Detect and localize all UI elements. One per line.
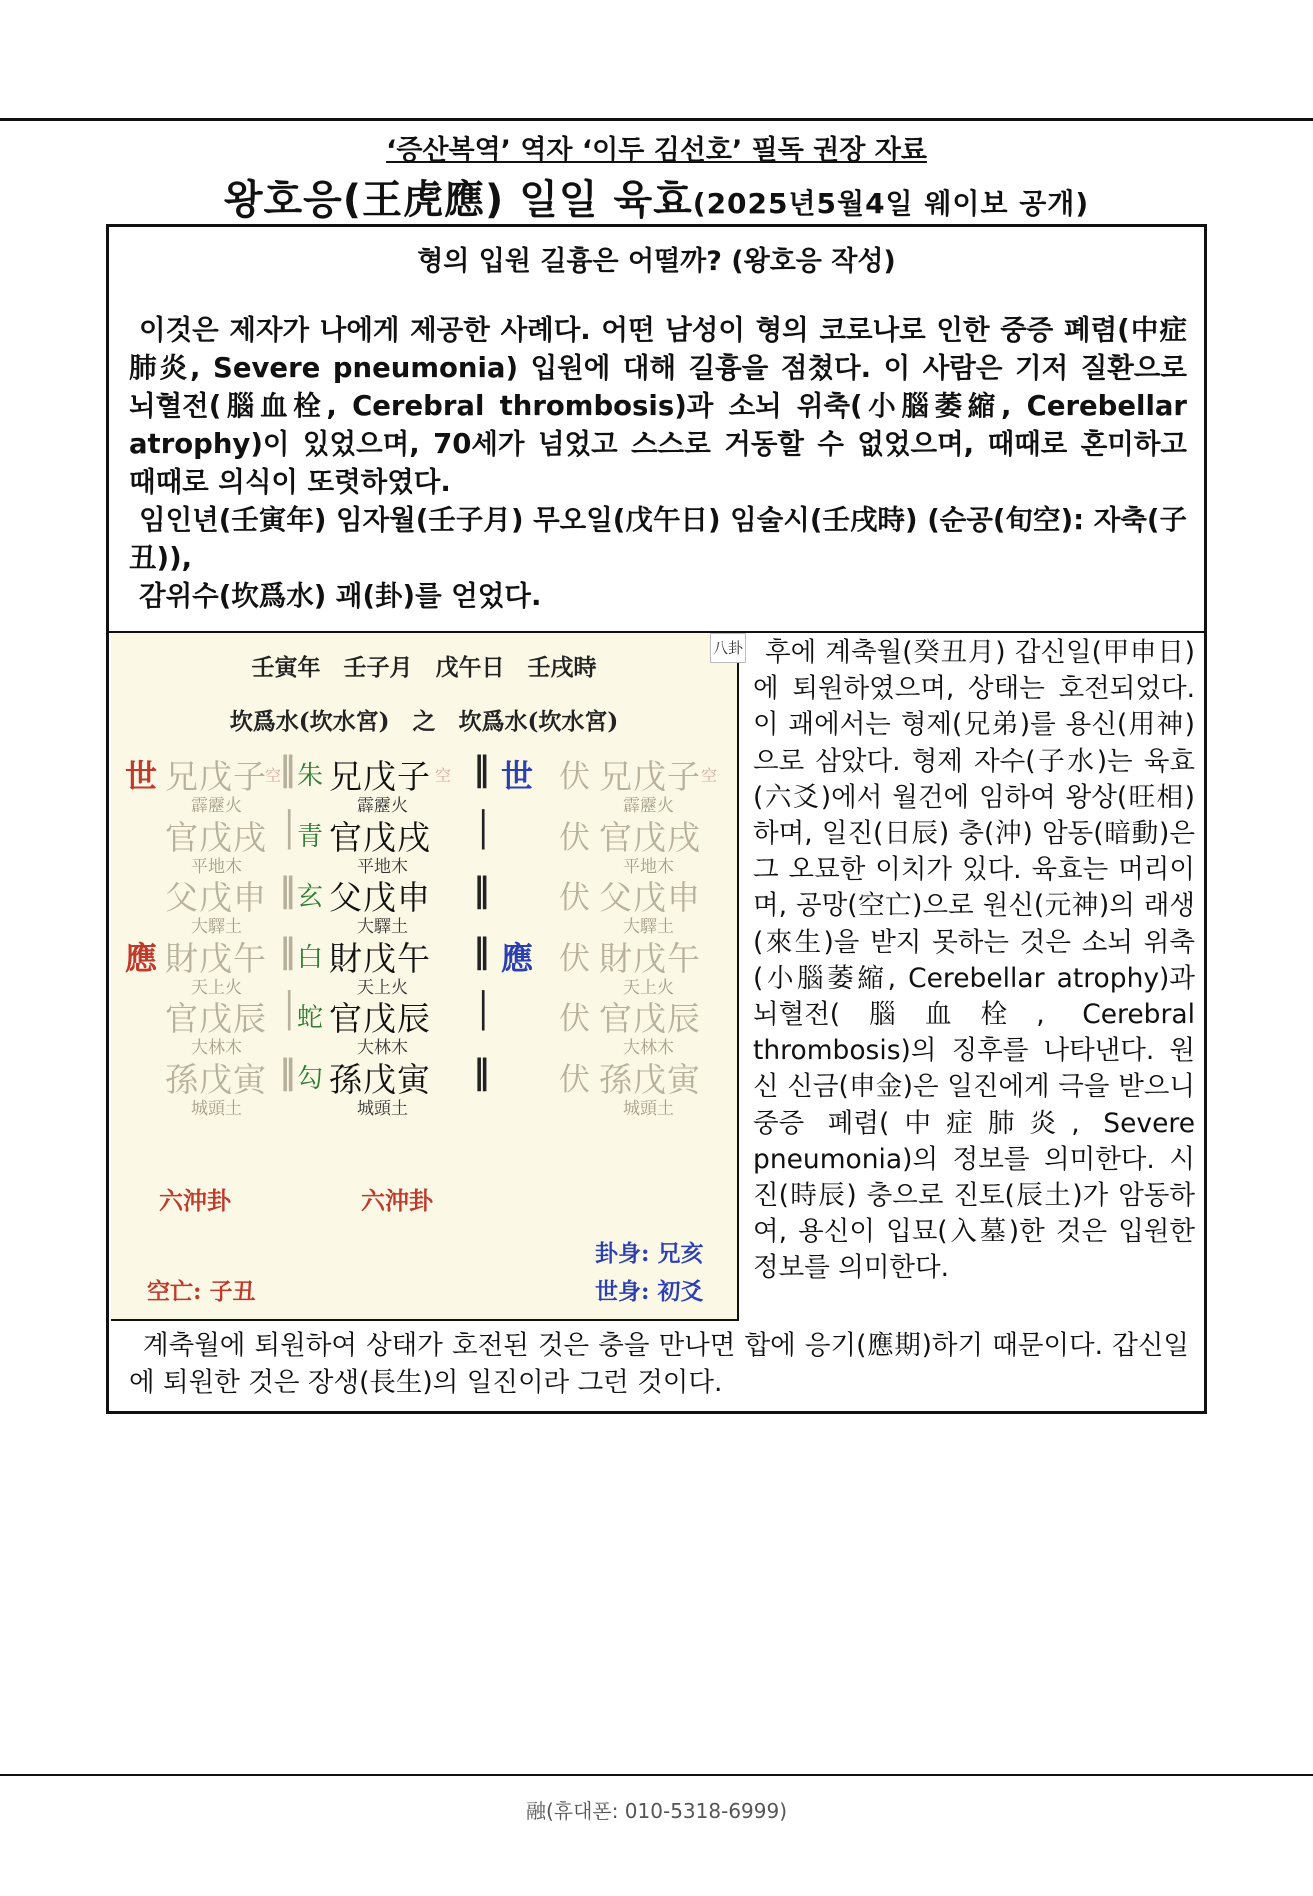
yao-left-text: 父戊申 bbox=[165, 878, 267, 917]
chong-label-mid: 六沖卦 bbox=[361, 1186, 433, 1215]
shiying-right-mark: 應 bbox=[501, 938, 534, 977]
gua-line: 감위수(坎爲水) 괘(卦)를 얻었다. bbox=[139, 580, 542, 612]
six-beast: 朱 bbox=[297, 761, 324, 791]
yao-left-bar: ‖ bbox=[279, 930, 296, 971]
fu-mark: 伏 bbox=[559, 880, 590, 916]
yao-left-text: 兄戊子 bbox=[165, 757, 267, 796]
yao-left-bar: ‖ bbox=[279, 1051, 296, 1092]
title-sub: (2025년5월4일 웨이보 공개) bbox=[692, 187, 1090, 220]
analysis-paragraph: 후에 계축월(癸丑月) 갑신일(甲申日)에 퇴원하였으며, 상태는 호전되었다. 이 괘에서는 형제(兄弟)를 용신(用神)으로 삼았다. 형제 자수(子水)는 육효(六爻)에서 월건에 임하여 왕상(旺相)하며, 일진(日辰) 충(沖) 암동(暗動)은 그 오묘한 이치가 있다. 육효는 머리이며, 공망(空亡)으로 원신(元神)의 래생(來生)을 받지 못하는 것은 소뇌 위축(小腦萎縮, Cerebellar atrophy)과 뇌혈전(腦血栓, Cerebral thrombosis)의 징후를 나타낸다. 원신 신금(申金)은 일진에게 극을 받으니 중증 폐렴(中症肺炎, Severe pneumonia)의 정보를 의미한다. 시진(時辰) 충으로 진토(辰土)가 암동하여, 용신이 입묘(入墓)한 것은 입원한 정보를 의미한다. bbox=[753, 637, 1195, 1284]
analysis-text bbox=[753, 635, 1195, 1287]
six-beast: 青 bbox=[297, 821, 324, 852]
nayin-main: 大驛土 bbox=[357, 917, 408, 937]
six-beast: 白 bbox=[297, 942, 324, 973]
nayin-left: 城頭土 bbox=[191, 1098, 242, 1119]
nayin-left: 大林木 bbox=[191, 1038, 242, 1058]
article-heading: 형의 입원 길흉은 어떨까? (왕호응 작성) bbox=[417, 246, 896, 277]
yao-main-bar: ‖ bbox=[473, 749, 490, 789]
fu-mark: 伏 bbox=[559, 819, 590, 856]
footer-contact: 融(휴대폰: 010-5318-6999) bbox=[525, 1799, 788, 1823]
nayin-right: 大驛土 bbox=[623, 917, 674, 937]
chart-date: 壬寅年 壬子月 戊午日 壬戌時 bbox=[251, 654, 597, 681]
fu-mark: 伏 bbox=[559, 1001, 590, 1037]
yao-main-text: 財戊午 bbox=[329, 938, 431, 978]
yao-main-bar: │ bbox=[473, 991, 494, 1031]
yao-main-bar: ‖ bbox=[473, 870, 490, 910]
fu-mark: 伏 bbox=[559, 940, 590, 977]
nayin-left: 霹靂火 bbox=[191, 796, 242, 816]
bottom-rule bbox=[0, 1774, 1313, 1776]
yao-left-text: 財戊午 bbox=[165, 938, 267, 978]
yao-row bbox=[111, 1051, 739, 1126]
yao-right-text: 父戊申 bbox=[599, 878, 701, 917]
nayin-main: 霹靂火 bbox=[357, 796, 408, 816]
conclusion-paragraph: 계축월에 퇴원하여 상태가 호전된 것은 충을 만나면 합에 응기(應期)하기 때문이다. 갑신일에 퇴원한 것은 장생(長生)의 일진이라 그런 것이다. bbox=[129, 1330, 1189, 1398]
nayin-right: 霹靂火 bbox=[623, 796, 674, 816]
nayin-left: 天上火 bbox=[191, 977, 242, 998]
yao-left-bar: │ bbox=[279, 991, 300, 1031]
nayin-main: 城頭土 bbox=[357, 1098, 408, 1119]
ganzhi-line: 임인년(壬寅年) 임자월(壬子月) 무오일(戊午日) 임술시(壬戌時) (순공(旬空): 자축(子丑)), bbox=[129, 504, 1187, 574]
top-rule bbox=[0, 118, 1313, 121]
yao-left-bar: │ bbox=[279, 809, 300, 850]
chart-gua-names: 坎爲水(坎水宮) 之 坎爲水(坎水宮) bbox=[229, 708, 619, 735]
supertitle: ‘증산복역’ 역자 ‘이두 김선호’ 필독 권장 자료 bbox=[386, 135, 927, 166]
guashen-label: 卦身: 兄亥 bbox=[595, 1240, 704, 1267]
kong-left-mark: 空 bbox=[265, 766, 282, 785]
yao-left-text: 官戊戌 bbox=[165, 817, 267, 857]
nayin-left: 平地木 bbox=[191, 856, 242, 877]
yao-right-text: 官戊辰 bbox=[599, 999, 701, 1038]
intro-text bbox=[129, 311, 1187, 615]
yao-right-text: 官戊戌 bbox=[599, 817, 701, 857]
yao-right-text: 兄戊子 bbox=[599, 757, 701, 796]
fu-mark: 伏 bbox=[559, 759, 590, 795]
nayin-main: 大林木 bbox=[357, 1038, 408, 1058]
nayin-main: 天上火 bbox=[357, 977, 408, 998]
kong-main-mark: 空 bbox=[435, 766, 452, 785]
nayin-left: 大驛土 bbox=[191, 917, 242, 937]
article-box bbox=[106, 224, 1207, 1414]
yao-main-bar: │ bbox=[473, 809, 494, 850]
yao-right-text: 孫戊寅 bbox=[599, 1059, 701, 1099]
nayin-main: 平地木 bbox=[357, 856, 408, 877]
yao-main-bar: ‖ bbox=[473, 930, 490, 971]
six-beast: 蛇 bbox=[297, 1003, 324, 1033]
nayin-right: 平地木 bbox=[623, 856, 674, 877]
intro-paragraph: 이것은 제자가 나에게 제공한 사례다. 어떤 남성이 형의 코로나로 인한 중증 폐렴(中症肺炎, Severe pneumonia) 입원에 대해 길흉을 점쳤다. 이 사람은 기저 질환으로 뇌혈전(腦血栓, Cerebral thrombosis)과 소뇌 위축(小腦萎縮, Cerebellar atrophy)이 있었으며, 70세가 넘었고 스스로 거동할 수 없었으며, 때때로 혼미하고 때때로 의식이 또렷하였다. bbox=[129, 314, 1187, 498]
nayin-right: 城頭土 bbox=[623, 1098, 674, 1119]
yao-left-text: 官戊辰 bbox=[165, 999, 267, 1038]
shiying-left-mark: 應 bbox=[125, 938, 158, 977]
fu-mark: 伏 bbox=[559, 1061, 590, 1098]
yao-main-text: 官戊辰 bbox=[329, 999, 431, 1038]
shishen-label: 世身: 初爻 bbox=[595, 1278, 704, 1305]
yao-main-text: 兄戊子 bbox=[329, 757, 431, 796]
six-beast: 勾 bbox=[297, 1063, 324, 1094]
yao-main-text: 孫戊寅 bbox=[329, 1059, 431, 1099]
conclusion-text bbox=[129, 1327, 1189, 1401]
nayin-right: 天上火 bbox=[623, 977, 674, 998]
bagua-tag: 八卦 bbox=[710, 633, 746, 663]
yao-left-text: 孫戊寅 bbox=[165, 1059, 267, 1099]
kongwang-label: 空亡: 子丑 bbox=[147, 1278, 256, 1305]
chong-label-left: 六沖卦 bbox=[159, 1186, 231, 1215]
yao-main-text: 父戊申 bbox=[329, 878, 431, 917]
shiying-left-mark: 世 bbox=[125, 757, 158, 795]
title-main: 왕호응(王虎應) 일일 육효 bbox=[223, 177, 693, 223]
hexagram-chart bbox=[111, 633, 739, 1321]
yao-main-text: 官戊戌 bbox=[329, 817, 431, 857]
page-title bbox=[0, 168, 1313, 225]
nayin-right: 大林木 bbox=[623, 1038, 674, 1058]
yao-main-bar: ‖ bbox=[473, 1051, 490, 1092]
yao-right-text: 財戊午 bbox=[599, 938, 701, 978]
kong-right-mark: 空 bbox=[701, 766, 718, 785]
yao-left-bar: ‖ bbox=[279, 870, 296, 910]
six-beast: 玄 bbox=[297, 882, 324, 912]
yao-left-bar: ‖ bbox=[279, 749, 296, 789]
shiying-right-mark: 世 bbox=[501, 757, 534, 795]
